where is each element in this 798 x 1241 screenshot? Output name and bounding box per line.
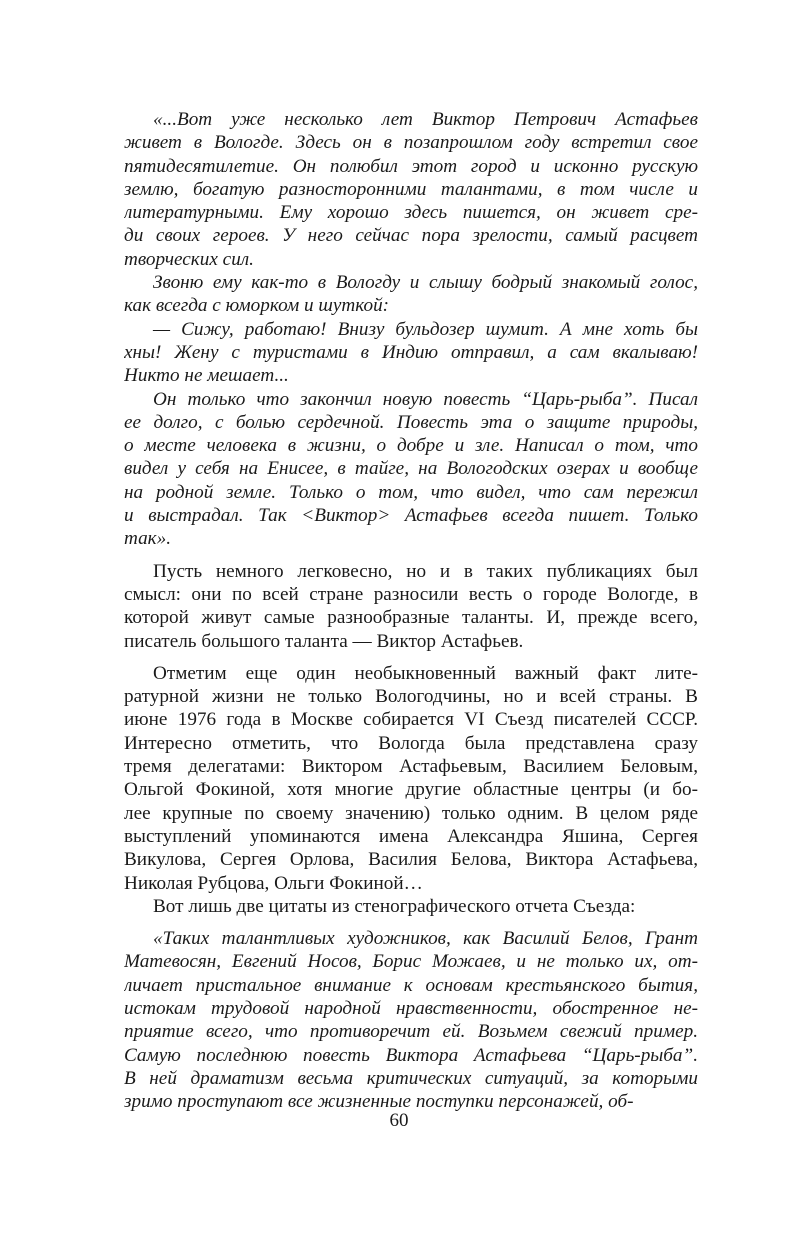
- text-line: зримо проступают все жизненные поступки персонажей, об-: [124, 1091, 634, 1113]
- text-line: Самую последнюю повесть Виктора Астафьева “Царь-рыба”.: [124, 1044, 698, 1066]
- text-line: Никто не мешает...: [124, 365, 289, 387]
- text-line: В ней драматизм весьма критических ситуаций, за которыми: [124, 1067, 698, 1089]
- text-line: тремя делегатами: Виктором Астафьевым, Василием Беловым,: [124, 756, 698, 778]
- paragraph: [124, 388, 698, 551]
- text-line: живет в Вологде. Здесь он в позапрошлом году встретил свое: [124, 132, 698, 154]
- paragraph: [124, 895, 698, 918]
- text-line: хны! Жену с туристами в Индию отправил, а сам вкалываю!: [124, 341, 698, 363]
- text-line: и выстрадал. Так <Виктор> Астафьев всегда пишет. Только: [124, 505, 698, 527]
- body-text: [124, 108, 698, 1113]
- text-line: так».: [124, 528, 172, 550]
- text-line: ди своих героев. У него сейчас пора зрелости, самый расцвет: [124, 225, 698, 247]
- text-line: Пусть немного легковесно, но и в таких публикациях был: [153, 560, 698, 582]
- text-line: творческих сил.: [124, 248, 254, 270]
- text-line: Звоню ему как-то в Вологду и слышу бодрый знакомый голос,: [153, 272, 698, 294]
- text-line: — Сижу, работаю! Внизу бульдозер шумит. А мне хоть бы: [153, 318, 698, 340]
- page-number: 60: [389, 1110, 409, 1131]
- text-line: истокам трудовой народной нравственности, обостренное не-: [124, 997, 698, 1019]
- text-line: о месте человека в жизни, о добре и зле. Написал о том, что: [124, 435, 698, 457]
- text-line: видел у себя на Енисее, в тайге, на Вологодских озерах и вообще: [124, 458, 698, 480]
- text-line: литературными. Ему хорошо здесь пишется, он живет сре-: [124, 202, 698, 224]
- text-line: пятидесятилетие. Он полюбил этот город и исконно русскую: [124, 155, 698, 177]
- text-line: Викулова, Сергея Орлова, Василия Белова, Виктора Астафьева,: [124, 849, 698, 871]
- text-line: Николая Рубцова, Ольги Фокиной…: [124, 872, 423, 894]
- text-line: «...Вот уже несколько лет Виктор Петрович Астафьев: [153, 109, 698, 130]
- paragraph: [124, 108, 698, 271]
- text-line: землю, богатую разносторонними талантами, в том числе и: [124, 178, 698, 200]
- text-line: которой живут самые разнообразные таланты. И, прежде всего,: [124, 607, 698, 629]
- text-line: на родной земле. Только о том, что видел, что сам пережил: [124, 481, 698, 503]
- text-line: Матевосян, Евгений Носов, Борис Можаев, и не только их, от-: [124, 951, 698, 973]
- text-line: «Таких талантливых художников, как Василий Белов, Грант: [153, 928, 698, 950]
- text-line: смысл: они по всей стране разносили весть о городе Вологде, в: [124, 583, 698, 605]
- text-line: приятие всего, что противоречит ей. Возьмем свежий пример.: [124, 1021, 698, 1043]
- text-line: выступлений упоминаются имена Александра Яшина, Сергея: [124, 825, 698, 847]
- paragraph: [124, 560, 698, 653]
- text-line: писатель большого таланта — Виктор Астафьев.: [124, 630, 524, 652]
- text-line: личает пристальное внимание к основам крестьянского бытия,: [124, 974, 698, 996]
- text-line: Ольгой Фокиной, хотя многие другие областные центры (и бо-: [124, 779, 698, 801]
- text-line: ратурной жизни не только Вологодчины, но и всей страны. В: [124, 686, 698, 708]
- text-line: лее крупные по своему значению) только одним. В целом ряде: [124, 802, 698, 824]
- paragraph: [124, 662, 698, 895]
- text-line: июне 1976 года в Москве собирается VI Съезд писателей СССР.: [124, 709, 698, 731]
- paragraph: [124, 927, 698, 1113]
- text-line: ее долго, с болью сердечной. Повесть эта о защите природы,: [124, 411, 698, 433]
- text-line: Вот лишь две цитаты из стенографического отчета Съезда:: [153, 895, 636, 917]
- text-line: Интересно отметить, что Вологда была представлена сразу: [124, 732, 698, 754]
- text-line: Он только что закончил новую повесть “Царь-рыба”. Писал: [153, 388, 698, 410]
- text-line: как всегда с юморком и шуткой:: [124, 295, 390, 317]
- paragraph: [124, 318, 698, 388]
- paragraph: [124, 271, 698, 318]
- text-line: Отметим еще один необыкновенный важный факт лите-: [153, 662, 698, 684]
